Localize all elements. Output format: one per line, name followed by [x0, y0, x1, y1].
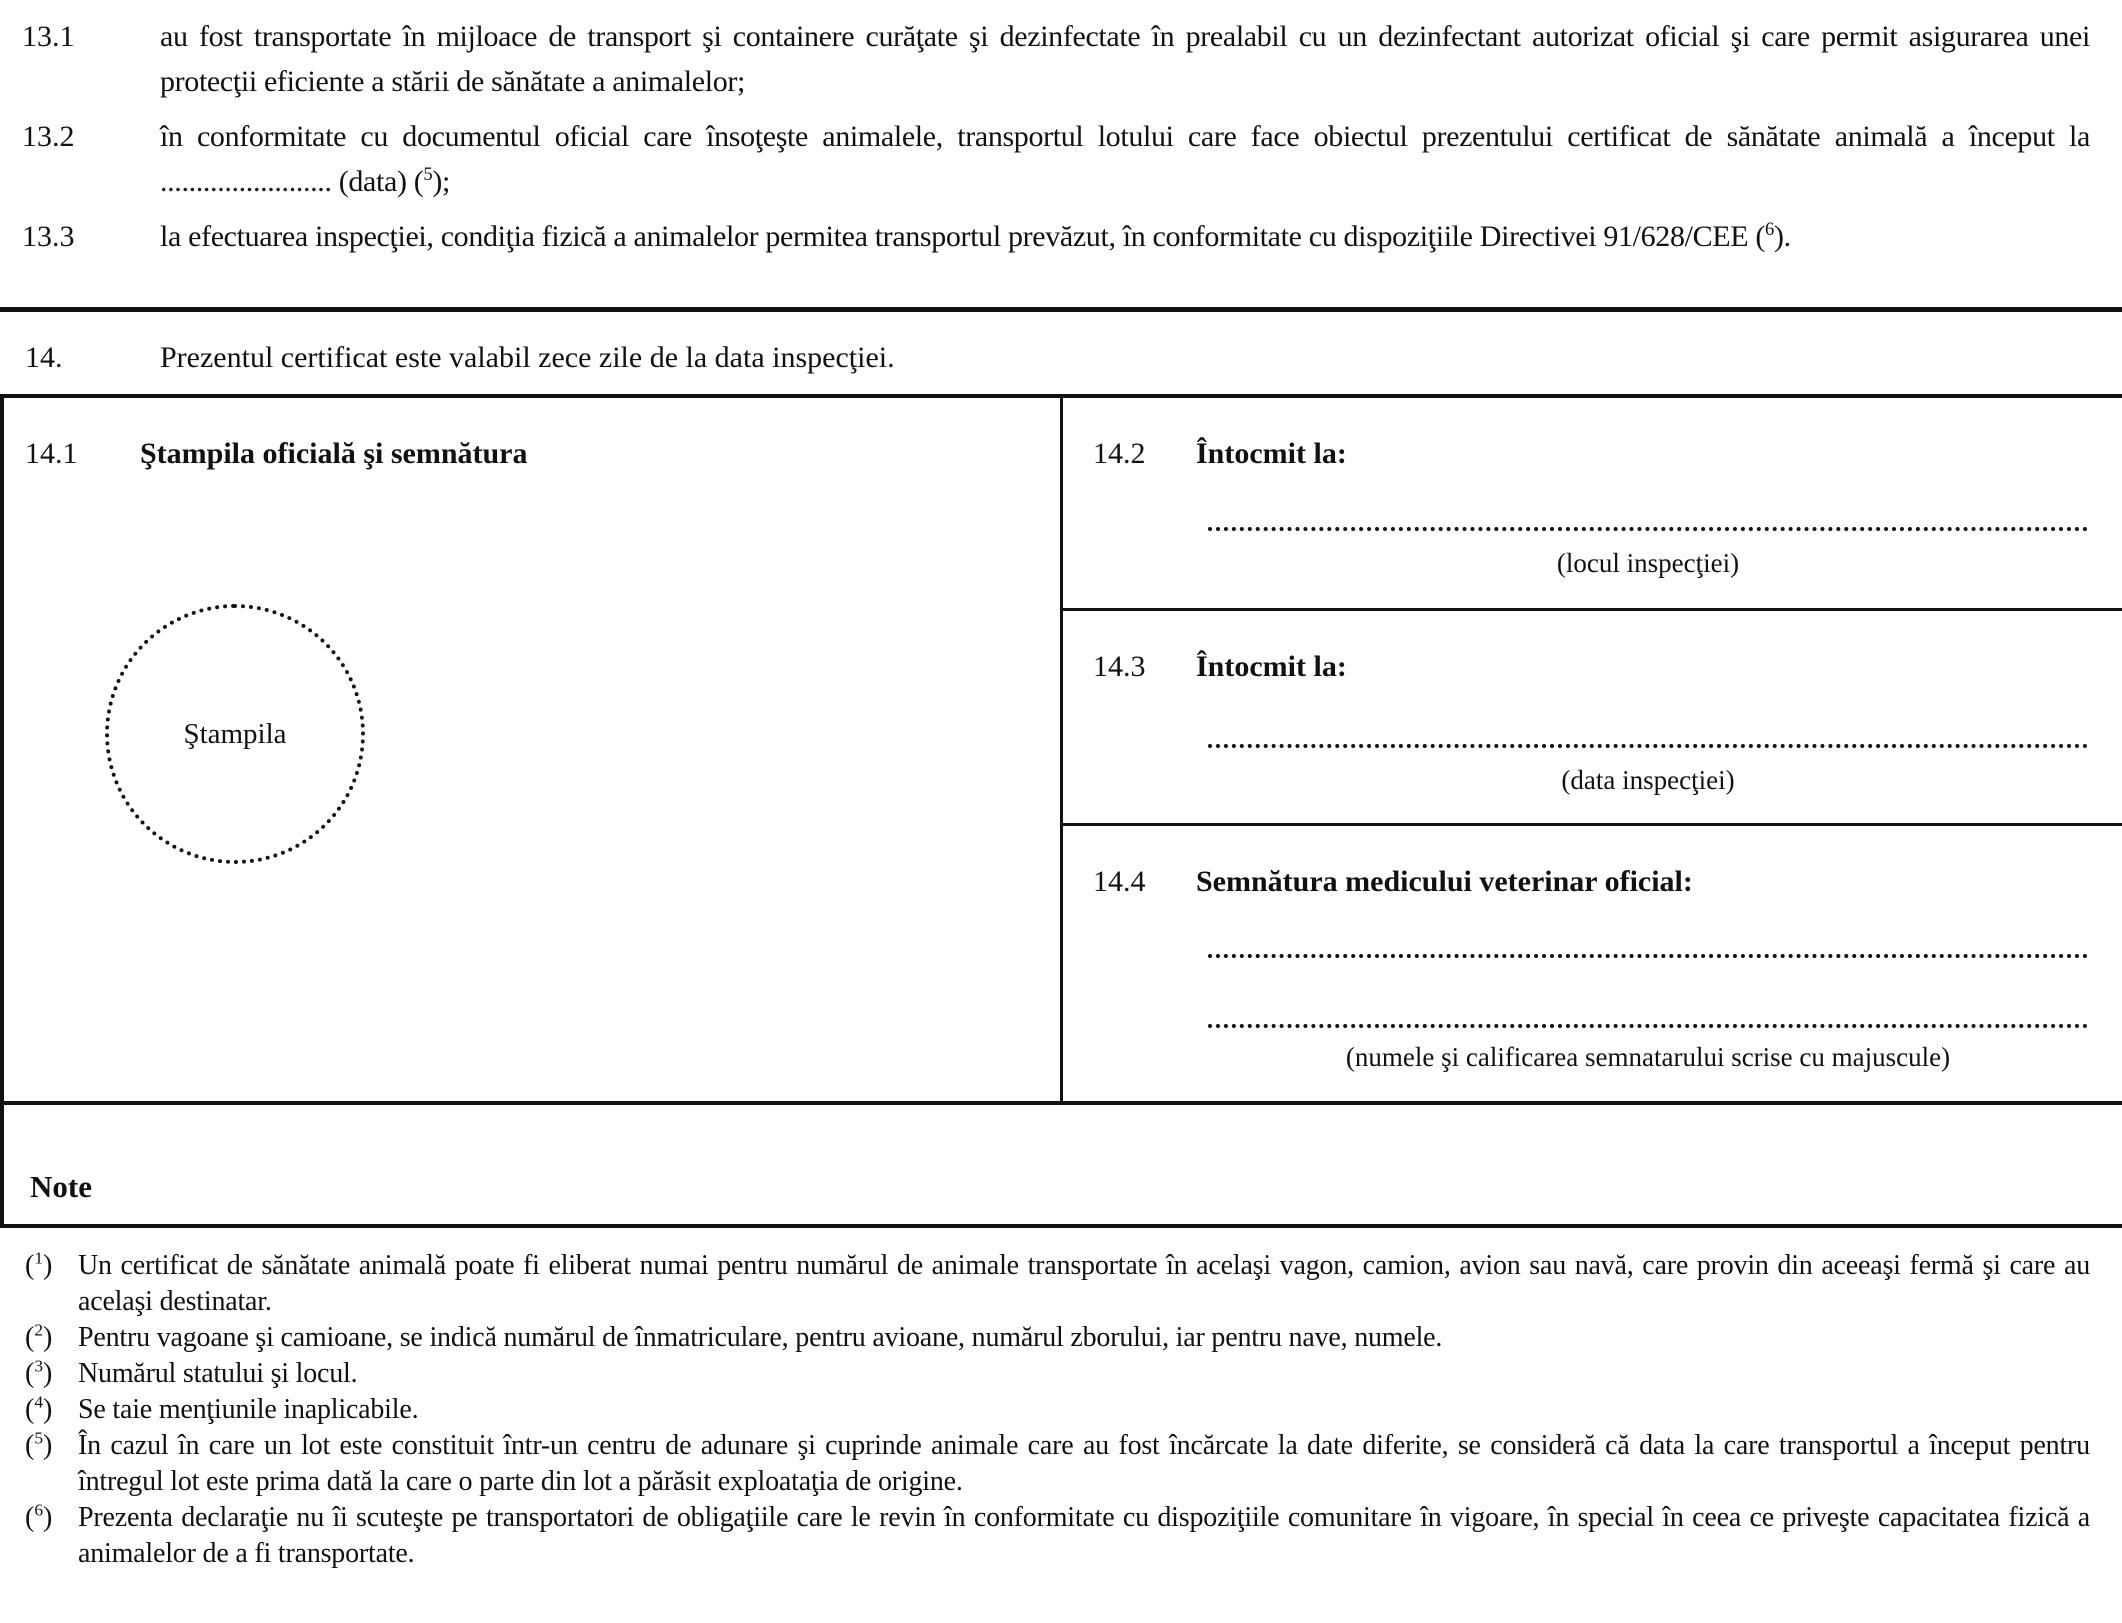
paren: (: [25, 1322, 35, 1353]
fill-in-line-data-inspectiei[interactable]: [1208, 744, 2088, 748]
paren: ): [43, 1322, 53, 1353]
cell-title: Semnătura medicului veterinar oficial:: [1196, 865, 1693, 898]
item-number: 13.2: [22, 120, 75, 153]
cell-14-1-header: [25, 438, 528, 470]
item-number: 14.4: [1093, 865, 1146, 898]
cell-14-2-header: [1093, 438, 1347, 470]
item-number: 13.1: [22, 20, 75, 53]
footnote-number: 4: [34, 1392, 44, 1412]
footnote-number: 1: [34, 1248, 44, 1268]
note-marker: [25, 1500, 52, 1536]
footnote-number: 2: [34, 1320, 44, 1340]
note-item-1: [0, 1248, 2122, 1320]
item-text: [160, 114, 2090, 204]
item-number: 13.3: [22, 220, 75, 253]
cell-title: Întocmit la:: [1196, 650, 1347, 683]
note-marker: [25, 1428, 52, 1464]
table-left-border: [0, 394, 4, 1105]
horizontal-rule: [0, 307, 2122, 312]
item-number: 14.3: [1093, 650, 1146, 683]
paren: (: [25, 1502, 35, 1533]
cell-14-3: [1063, 608, 2122, 823]
note-text: Prezenta declaraţie nu îi scuteşte pe transportatori de obligaţiile care le revin în conformitate cu dispoziţiile comunitare în vigoare, în special în ceea ce priveşte capacitatea fizică a animalelor de a fi transportate.: [78, 1502, 2090, 1569]
fill-in-line-locul-inspectiei[interactable]: [1208, 527, 2088, 531]
footnote-number: 3: [34, 1356, 44, 1376]
note-marker: [25, 1248, 52, 1284]
paren: (: [25, 1394, 35, 1425]
table-right-column: [1063, 398, 2122, 1105]
fill-in-line-signature[interactable]: [1208, 954, 2088, 958]
item-text: Prezentul certificat este valabil zece zile de la data inspecţiei.: [160, 341, 895, 374]
paren: (: [413, 165, 424, 198]
cell-title: Ştampila oficială şi semnătura: [140, 437, 528, 470]
paren: ): [432, 165, 442, 198]
item-number: 14.: [25, 341, 63, 374]
item-13-3: [0, 214, 2122, 259]
item-text-segment: .: [1783, 220, 1791, 253]
note-item-5: [0, 1428, 2122, 1500]
item-13-1: [0, 14, 2122, 104]
paren: ): [43, 1250, 53, 1281]
stamp-label: Ştampila: [183, 717, 287, 750]
note-marker: [25, 1356, 52, 1392]
note-text: Pentru vagoane şi camioane, se indică numărul de înmatriculare, pentru avioane, numărul zborului, iar pentru nave, numele.: [78, 1322, 1443, 1353]
item-14: [0, 340, 2090, 376]
fill-in-line-signatory-name[interactable]: [1208, 1024, 2088, 1028]
footnote-number: 6: [1765, 219, 1774, 240]
paren: ): [1773, 220, 1784, 253]
notes-heading: Note: [30, 1169, 92, 1204]
item-text-segment: ;: [441, 165, 450, 198]
paren: ): [43, 1394, 53, 1425]
footnote-ref-6: [1755, 220, 1783, 253]
horizontal-rule: [0, 1101, 2122, 1105]
item-text-segment: la efectuarea inspecţiei, condiţia fizică a animalelor permitea transportul prevăzut, în conformitate cu dispoziţiile Directivei 91/628/CEE: [160, 220, 1756, 253]
horizontal-rule: [0, 1224, 2122, 1228]
paren: ): [43, 1358, 53, 1389]
paren: (: [25, 1250, 35, 1281]
paren: ): [43, 1430, 53, 1461]
item-text: au fost transportate în mijloace de transport şi containere curăţate şi dezinfectate în prealabil cu un dezinfectant autorizat oficial şi care permit asigurarea unei protecţii eficiente a stării de sănătate a animalelor;: [160, 20, 2090, 98]
item-text: [160, 214, 2090, 259]
stamp-placeholder-circle[interactable]: [105, 604, 365, 864]
item-number: 14.2: [1093, 437, 1146, 470]
note-text: În cazul în care un lot este constituit într-un centru de adunare şi cuprinde animale care au fost încărcate la date diferite, se consideră că data la care transportul a început pentru întregul lot este prima dată la care o parte din lot a părăsit exploataţia de origine.: [78, 1430, 2090, 1497]
notes-list: [0, 1248, 2122, 1572]
cell-14-4-header: [1093, 866, 1693, 898]
paren: (: [25, 1430, 35, 1461]
note-marker: [25, 1392, 52, 1428]
field-caption-signatory-name: (numele şi calificarea semnatarului scrise cu majuscule): [1345, 1042, 1951, 1072]
footnote-number: 5: [34, 1428, 44, 1448]
cell-14-4: [1063, 823, 2122, 1105]
paren: (: [1755, 220, 1765, 253]
note-item-3: [0, 1356, 2122, 1392]
cell-14-2: [1063, 398, 2122, 608]
note-marker: [25, 1320, 52, 1356]
note-item-6: [0, 1500, 2122, 1572]
note-strip-left-border: [0, 1101, 4, 1228]
note-text: Se taie menţiunile inaplicabile.: [78, 1394, 419, 1425]
field-caption-locul-inspectiei: (locul inspecţiei): [1556, 548, 1740, 578]
footnote-number: 6: [34, 1500, 44, 1520]
paren: ): [43, 1502, 53, 1533]
item-text-segment: în conformitate cu documentul oficial care însoţeşte animalele, transportul lotului care face obiectul prezentului certificat de sănătate animală a început la ........................ (data): [160, 120, 2090, 198]
cell-14-3-header: [1093, 651, 1347, 683]
footnote-number: 5: [423, 164, 433, 185]
item-number: 14.1: [25, 437, 78, 470]
field-caption-data-inspectiei: (data inspecţiei): [1561, 765, 1735, 795]
note-item-4: [0, 1392, 2122, 1428]
cell-title: Întocmit la:: [1196, 437, 1347, 470]
footnote-ref-5: [414, 165, 442, 198]
paren: (: [25, 1358, 35, 1389]
item-13-2: [0, 114, 2122, 204]
section-13: [0, 14, 2122, 259]
note-text: Numărul statului şi locul.: [78, 1358, 358, 1389]
note-text: Un certificat de sănătate animală poate fi eliberat numai pentru numărul de animale transportate în acelaşi vagon, camion, avion sau navă, care provin din aceeaşi fermă şi care au acelaşi destinatar.: [78, 1250, 2090, 1317]
note-item-2: [0, 1320, 2122, 1356]
